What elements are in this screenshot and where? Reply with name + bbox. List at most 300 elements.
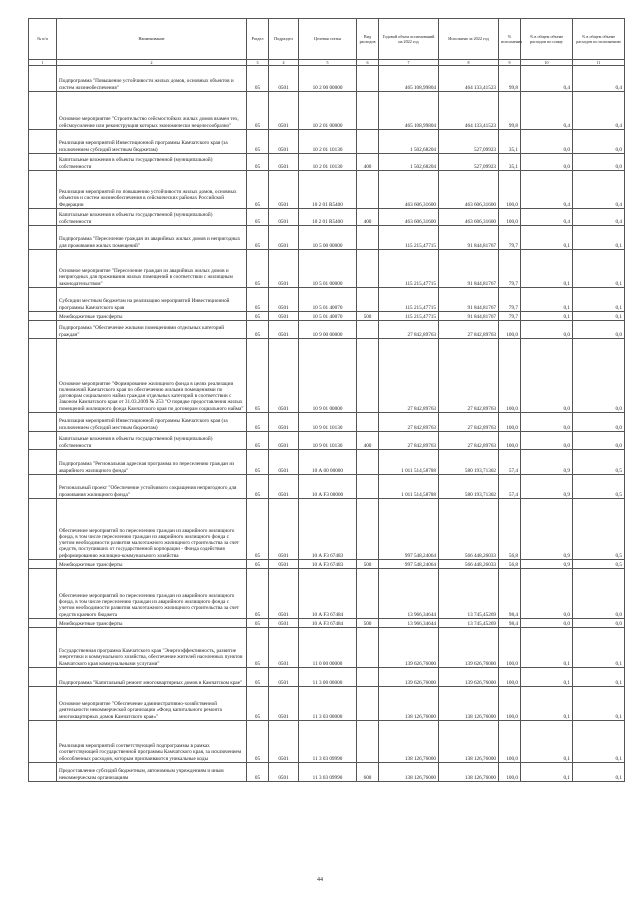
cell-expense-type [357, 171, 379, 209]
cell-percent-executed: 100,0 [499, 413, 521, 432]
cell-podrazdel: 0501 [269, 413, 299, 432]
col-header-number: № п/п [29, 19, 57, 60]
cell-podrazdel: 0501 [269, 668, 299, 687]
cell-number [29, 721, 57, 763]
cell-share-plan: 0,0 [521, 432, 573, 450]
cell-razdel: 05 [247, 250, 269, 288]
cell-number [29, 687, 57, 721]
budget-execution-table [28, 18, 625, 782]
cell-percent-executed: 57,4 [499, 475, 521, 499]
cell-name: Капитальные вложения в объекты государственной (муниципальной) собственности [57, 209, 247, 226]
cell-share-plan: 0,1 [521, 763, 573, 782]
table-row [29, 763, 625, 782]
cell-executed: 138 126,76000 [439, 763, 499, 782]
cell-share-plan: 0,1 [521, 721, 573, 763]
cell-annual-plan: 115 215,47715 [379, 288, 439, 312]
cell-annual-plan: 463 606,31600 [379, 171, 439, 209]
col-header-razdel: Раздел [247, 19, 269, 60]
cell-annual-plan: 115 215,47715 [379, 312, 439, 321]
cell-share-plan: 0,0 [521, 569, 573, 619]
cell-share-executed: 0,4 [573, 92, 625, 130]
cell-podrazdel: 0501 [269, 92, 299, 130]
cell-share-plan: 0,1 [521, 687, 573, 721]
cell-razdel: 05 [247, 668, 269, 687]
cell-name: Реализация мероприятий Инвестиционной программы Камчатского края (за исключением субсидий местным бюджетам) [57, 413, 247, 432]
cell-annual-plan: 27 842,89763 [379, 321, 439, 339]
table-row [29, 339, 625, 413]
cell-executed: 27 842,89763 [439, 339, 499, 413]
cell-podrazdel: 0501 [269, 339, 299, 413]
cell-target-article: 10 А F3 67484 [299, 569, 357, 619]
cell-razdel: 05 [247, 413, 269, 432]
col-number: 5 [299, 60, 357, 66]
table-row [29, 499, 625, 560]
cell-annual-plan: 1 011 514,58708 [379, 475, 439, 499]
cell-annual-plan: 1 011 514,58708 [379, 450, 439, 475]
cell-percent-executed: 79,7 [499, 288, 521, 312]
cell-executed: 464 133,41523 [439, 66, 499, 92]
cell-share-executed: 0,0 [573, 130, 625, 154]
cell-razdel: 05 [247, 450, 269, 475]
cell-podrazdel: 0501 [269, 154, 299, 171]
cell-razdel: 05 [247, 560, 269, 569]
cell-name: Подпрограмма "Обеспечение жилыми помещениями отдельных категорий граждан" [57, 321, 247, 339]
cell-executed: 527,09923 [439, 154, 499, 171]
cell-name: Реализация мероприятий Инвестиционной программы Камчатского края (за исключением субсидий местным бюджетам) [57, 130, 247, 154]
cell-expense-type: 600 [357, 763, 379, 782]
cell-percent-executed: 57,4 [499, 450, 521, 475]
col-number: 4 [269, 60, 299, 66]
cell-podrazdel: 0501 [269, 763, 299, 782]
cell-executed: 27 842,89763 [439, 321, 499, 339]
table-row [29, 668, 625, 687]
cell-share-executed: 0,5 [573, 560, 625, 569]
cell-number [29, 560, 57, 569]
cell-share-executed: 0,4 [573, 66, 625, 92]
cell-annual-plan: 115 215,47715 [379, 250, 439, 288]
cell-number [29, 619, 57, 628]
cell-name: Подпрограмма "Переселение граждан из аварийных жилых домов и непригодных для проживания жилых помещений" [57, 226, 247, 250]
cell-razdel: 05 [247, 499, 269, 560]
cell-share-executed: 0,0 [573, 432, 625, 450]
cell-share-plan: 0,0 [521, 619, 573, 628]
cell-razdel: 05 [247, 763, 269, 782]
table-body [29, 66, 625, 782]
cell-target-article: 10 5 00 00000 [299, 226, 357, 250]
cell-percent-executed: 100,0 [499, 171, 521, 209]
cell-share-executed: 0,0 [573, 619, 625, 628]
cell-target-article: 10 9 00 00000 [299, 321, 357, 339]
cell-expense-type: 400 [357, 432, 379, 450]
cell-executed: 91 844,81767 [439, 250, 499, 288]
cell-share-executed: 0,1 [573, 288, 625, 312]
cell-number [29, 250, 57, 288]
cell-podrazdel: 0501 [269, 321, 299, 339]
cell-executed: 580 193,71302 [439, 475, 499, 499]
cell-number [29, 209, 57, 226]
cell-razdel: 05 [247, 312, 269, 321]
cell-number [29, 288, 57, 312]
cell-name: Реализация мероприятий соответствующей подпрограммы в рамках соответствующей государственной программы Камчатского края, за исключением обособленных расходов, которым присваиваются уникальные коды [57, 721, 247, 763]
cell-percent-executed: 100,0 [499, 763, 521, 782]
table-row [29, 92, 625, 130]
cell-share-plan: 0,4 [521, 209, 573, 226]
cell-name: Подпрограмма "Региональная адресная программа по переселению граждан из аварийного жилищного фонда" [57, 450, 247, 475]
cell-percent-executed: 79,7 [499, 250, 521, 288]
cell-name: Основное мероприятие "Переселение граждан из аварийных жилых домов и непригодных для проживания жилых помещений в соответствии с жилищным законодательством" [57, 250, 247, 288]
cell-podrazdel: 0501 [269, 475, 299, 499]
cell-expense-type [357, 288, 379, 312]
cell-expense-type [357, 250, 379, 288]
cell-podrazdel: 0501 [269, 288, 299, 312]
cell-razdel: 05 [247, 226, 269, 250]
cell-podrazdel: 0501 [269, 687, 299, 721]
cell-razdel: 05 [247, 92, 269, 130]
table-row [29, 475, 625, 499]
col-header-annual-plan: Годовой объем ассигнований на 2022 год [379, 19, 439, 60]
cell-share-executed: 0,4 [573, 171, 625, 209]
cell-annual-plan: 139 626,76000 [379, 628, 439, 668]
cell-name: Обеспечение мероприятий по переселению граждан из аварийного жилищного фонда, в том числе переселению граждан из аварийного жилищного фонда с учетом необходимости развития малоэтажного жилищного строительства за счет средств, поступивших от государственной корпорации - Фонда содействия реформированию жилищно-коммунального хозяйства [57, 499, 247, 560]
cell-podrazdel: 0501 [269, 66, 299, 92]
cell-share-executed: 0,0 [573, 339, 625, 413]
cell-number [29, 413, 57, 432]
cell-number [29, 432, 57, 450]
cell-target-article: 11 3 00 00000 [299, 668, 357, 687]
cell-target-article: 10 2 00 00000 [299, 66, 357, 92]
cell-share-plan: 0,9 [521, 475, 573, 499]
cell-number [29, 130, 57, 154]
cell-share-plan: 0,0 [521, 321, 573, 339]
cell-percent-executed: 100,0 [499, 432, 521, 450]
cell-name: Государственная программа Камчатского края "Энергоэффективность, развитие энергетики и коммунального хозяйства, обеспечение жителей населенных пунктов Камчатского края коммунальными услугами" [57, 628, 247, 668]
cell-podrazdel: 0501 [269, 312, 299, 321]
cell-razdel: 05 [247, 154, 269, 171]
cell-number [29, 226, 57, 250]
table-row [29, 560, 625, 569]
cell-name: Обеспечение мероприятий по переселению граждан из аварийного жилищного фонда, в том числе переселению граждан из аварийного жилищного фонда с учетом необходимости развития малоэтажного жилищного строительства за счет средств краевого бюджета [57, 569, 247, 619]
cell-razdel: 05 [247, 130, 269, 154]
table-row [29, 312, 625, 321]
cell-name: Основное мероприятие "Формирование жилищного фонда в целях реализации полномочий Камчатского края по обеспечению жилыми помещениями по договорам социального найма граждан отдельных категорий в соответствии с Законом Камчатского края от 31.03.2009 № 253 "О порядке предоставления жилых помещений жилищного фонда Камчатского края по договорам социального найма" [57, 339, 247, 413]
cell-annual-plan: 13 966,34644 [379, 569, 439, 619]
cell-expense-type: 400 [357, 209, 379, 226]
cell-target-article: 11 0 00 00000 [299, 628, 357, 668]
cell-percent-executed: 100,0 [499, 321, 521, 339]
cell-number [29, 66, 57, 92]
cell-target-article: 10 5 01 40070 [299, 312, 357, 321]
cell-razdel: 05 [247, 288, 269, 312]
cell-expense-type: 500 [357, 619, 379, 628]
cell-share-executed: 0,1 [573, 312, 625, 321]
cell-share-executed: 0,0 [573, 321, 625, 339]
col-number: 9 [499, 60, 521, 66]
cell-expense-type [357, 628, 379, 668]
cell-share-executed: 0,0 [573, 413, 625, 432]
cell-expense-type [357, 66, 379, 92]
col-number: 3 [247, 60, 269, 66]
cell-number [29, 321, 57, 339]
cell-expense-type [357, 687, 379, 721]
cell-name: Предоставление субсидий бюджетным, автономным учреждениям и иным некоммерческим организациям [57, 763, 247, 782]
cell-target-article: 10 А F3 00000 [299, 475, 357, 499]
cell-share-plan: 0,1 [521, 668, 573, 687]
cell-executed: 27 842,89763 [439, 432, 499, 450]
table-row [29, 226, 625, 250]
table-row [29, 66, 625, 92]
cell-name: Региональный проект "Обеспечение устойчивого сокращения непригодного для проживания жилищного фонда" [57, 475, 247, 499]
table-row [29, 321, 625, 339]
cell-share-plan: 0,0 [521, 154, 573, 171]
cell-annual-plan: 465 108,99804 [379, 92, 439, 130]
cell-razdel: 05 [247, 66, 269, 92]
cell-target-article: 10 9 01 00000 [299, 339, 357, 413]
cell-share-plan: 0,4 [521, 171, 573, 209]
col-header-target-article: Целевая статья [299, 19, 357, 60]
cell-podrazdel: 0501 [269, 560, 299, 569]
table-row [29, 288, 625, 312]
cell-number [29, 339, 57, 413]
cell-expense-type [357, 569, 379, 619]
cell-razdel: 05 [247, 171, 269, 209]
cell-expense-type [357, 499, 379, 560]
cell-name: Подпрограмма "Капитальный ремонт многоквартирных домов в Камчатском крае" [57, 668, 247, 687]
cell-name: Капитальные вложения в объекты государственной (муниципальной) собственности [57, 432, 247, 450]
cell-executed: 13 745,45269 [439, 619, 499, 628]
cell-expense-type [357, 721, 379, 763]
cell-name: Основное мероприятие "Строительство сейсмостойких жилых домов взамен тех, сейсмоусиление или реконструкция которых экономически нецелесообразно" [57, 92, 247, 130]
cell-share-executed: 0,5 [573, 499, 625, 560]
col-header-share-executed: % в общем объеме расходов по исполнению [573, 19, 625, 60]
cell-percent-executed: 100,0 [499, 209, 521, 226]
cell-percent-executed: 56,8 [499, 499, 521, 560]
cell-podrazdel: 0501 [269, 721, 299, 763]
cell-razdel: 05 [247, 475, 269, 499]
cell-executed: 463 606,31600 [439, 171, 499, 209]
cell-executed: 27 842,89763 [439, 413, 499, 432]
cell-name: Основное мероприятие "Обеспечение административно-хозяйственной деятельности некоммерческой организации «Фонд капитального ремонта многоквартирных домов Камчатского края»" [57, 687, 247, 721]
cell-executed: 139 626,76000 [439, 628, 499, 668]
cell-executed: 527,09923 [439, 130, 499, 154]
cell-number [29, 763, 57, 782]
cell-podrazdel: 0501 [269, 450, 299, 475]
cell-podrazdel: 0501 [269, 130, 299, 154]
cell-share-plan: 0,0 [521, 130, 573, 154]
cell-target-article: 10 А F3 67484 [299, 619, 357, 628]
cell-share-executed: 0,5 [573, 475, 625, 499]
table-row [29, 569, 625, 619]
cell-number [29, 499, 57, 560]
cell-annual-plan: 27 842,89763 [379, 413, 439, 432]
cell-annual-plan: 465 108,99804 [379, 66, 439, 92]
cell-number [29, 668, 57, 687]
table-row [29, 130, 625, 154]
cell-podrazdel: 0501 [269, 569, 299, 619]
cell-podrazdel: 0501 [269, 499, 299, 560]
cell-target-article: 10 2 01 00000 [299, 92, 357, 130]
cell-share-executed: 0,0 [573, 154, 625, 171]
cell-percent-executed: 100,0 [499, 721, 521, 763]
cell-share-executed: 0,0 [573, 569, 625, 619]
cell-podrazdel: 0501 [269, 628, 299, 668]
cell-share-plan: 0,1 [521, 628, 573, 668]
cell-podrazdel: 0501 [269, 171, 299, 209]
cell-share-executed: 0,1 [573, 226, 625, 250]
cell-podrazdel: 0501 [269, 226, 299, 250]
cell-executed: 91 844,81767 [439, 288, 499, 312]
col-header-podrazdel: Подраздел [269, 19, 299, 60]
col-number: 1 [29, 60, 57, 66]
cell-executed: 580 193,71302 [439, 450, 499, 475]
table-row [29, 209, 625, 226]
cell-expense-type [357, 475, 379, 499]
table-row [29, 687, 625, 721]
cell-name: Субсидии местным бюджетам на реализацию мероприятий Инвестиционной программы Камчатского края [57, 288, 247, 312]
cell-annual-plan: 997 548,24064 [379, 499, 439, 560]
cell-percent-executed: 99,8 [499, 92, 521, 130]
cell-number [29, 475, 57, 499]
cell-percent-executed: 79,7 [499, 312, 521, 321]
cell-annual-plan: 138 126,76000 [379, 687, 439, 721]
cell-number [29, 628, 57, 668]
cell-target-article: 10 9 01 10130 [299, 413, 357, 432]
cell-percent-executed: 35,1 [499, 154, 521, 171]
cell-razdel: 05 [247, 628, 269, 668]
cell-executed: 566 448,26033 [439, 560, 499, 569]
table-row [29, 413, 625, 432]
cell-name: Капитальные вложения в объекты государственной (муниципальной) собственности [57, 154, 247, 171]
col-number: 6 [357, 60, 379, 66]
cell-razdel: 05 [247, 321, 269, 339]
cell-share-executed: 0,1 [573, 668, 625, 687]
cell-share-plan: 0,9 [521, 499, 573, 560]
cell-percent-executed: 100,0 [499, 687, 521, 721]
cell-percent-executed: 100,0 [499, 339, 521, 413]
cell-share-executed: 0,1 [573, 763, 625, 782]
cell-name: Межбюджетные трансферты [57, 312, 247, 321]
cell-expense-type [357, 92, 379, 130]
cell-percent-executed: 98,4 [499, 569, 521, 619]
col-number: 2 [57, 60, 247, 66]
cell-target-article: 10 А F3 67483 [299, 560, 357, 569]
cell-podrazdel: 0501 [269, 250, 299, 288]
cell-expense-type [357, 321, 379, 339]
table-row [29, 450, 625, 475]
cell-podrazdel: 0501 [269, 209, 299, 226]
cell-expense-type [357, 450, 379, 475]
cell-annual-plan: 1 502,68204 [379, 154, 439, 171]
cell-number [29, 569, 57, 619]
cell-expense-type [357, 339, 379, 413]
cell-annual-plan: 997 548,24064 [379, 560, 439, 569]
cell-executed: 463 606,31600 [439, 209, 499, 226]
cell-share-plan: 0,1 [521, 288, 573, 312]
cell-share-executed: 0,5 [573, 450, 625, 475]
cell-expense-type: 500 [357, 312, 379, 321]
cell-share-executed: 0,1 [573, 628, 625, 668]
table-row [29, 250, 625, 288]
cell-executed: 139 626,76000 [439, 668, 499, 687]
cell-target-article: 10 2 01 R5400 [299, 171, 357, 209]
cell-razdel: 05 [247, 687, 269, 721]
cell-target-article: 10 2 01 10130 [299, 154, 357, 171]
cell-share-plan: 0,1 [521, 226, 573, 250]
cell-percent-executed: 35,1 [499, 130, 521, 154]
cell-executed: 91 844,81767 [439, 312, 499, 321]
table-row [29, 619, 625, 628]
cell-expense-type [357, 668, 379, 687]
table-row [29, 154, 625, 171]
cell-share-executed: 0,1 [573, 250, 625, 288]
table-row [29, 628, 625, 668]
cell-executed: 464 133,41523 [439, 92, 499, 130]
cell-percent-executed: 98,4 [499, 619, 521, 628]
cell-percent-executed: 99,8 [499, 66, 521, 92]
cell-percent-executed: 56,8 [499, 560, 521, 569]
cell-podrazdel: 0501 [269, 619, 299, 628]
cell-share-plan: 0,4 [521, 92, 573, 130]
table-header-row [29, 19, 625, 60]
cell-number [29, 154, 57, 171]
cell-target-article: 10 5 01 00000 [299, 250, 357, 288]
cell-razdel: 05 [247, 569, 269, 619]
cell-name: Реализация мероприятий по повышению устойчивости жилых домов, основных объектов и систем жизнеобеспечения в сейсмических районах Российской Федерации [57, 171, 247, 209]
cell-podrazdel: 0501 [269, 432, 299, 450]
cell-razdel: 05 [247, 619, 269, 628]
cell-number [29, 312, 57, 321]
cell-share-executed: 0,1 [573, 687, 625, 721]
cell-share-plan: 0,0 [521, 339, 573, 413]
cell-target-article: 11 3 03 09990 [299, 763, 357, 782]
cell-share-plan: 0,9 [521, 450, 573, 475]
cell-expense-type: 400 [357, 154, 379, 171]
cell-executed: 138 126,76000 [439, 721, 499, 763]
col-number: 8 [439, 60, 499, 66]
cell-share-plan: 0,1 [521, 250, 573, 288]
cell-annual-plan: 27 842,89763 [379, 432, 439, 450]
cell-razdel: 05 [247, 432, 269, 450]
cell-annual-plan: 463 606,31600 [379, 209, 439, 226]
cell-annual-plan: 138 126,76000 [379, 721, 439, 763]
cell-target-article: 10 9 01 10130 [299, 432, 357, 450]
col-header-name: Наименование [57, 19, 247, 60]
cell-executed: 138 126,76000 [439, 687, 499, 721]
cell-expense-type [357, 413, 379, 432]
cell-executed: 13 745,45269 [439, 569, 499, 619]
cell-percent-executed: 79,7 [499, 226, 521, 250]
cell-share-plan: 0,0 [521, 413, 573, 432]
cell-name: Межбюджетные трансферты [57, 619, 247, 628]
cell-annual-plan: 1 502,68204 [379, 130, 439, 154]
cell-razdel: 05 [247, 721, 269, 763]
cell-target-article: 10 5 01 40070 [299, 288, 357, 312]
cell-target-article: 10 2 01 R5400 [299, 209, 357, 226]
cell-share-executed: 0,1 [573, 721, 625, 763]
col-header-share-plan: % в общем объеме расходов по плану [521, 19, 573, 60]
page-number: 44 [317, 877, 323, 883]
cell-annual-plan: 138 126,76000 [379, 763, 439, 782]
cell-percent-executed: 100,0 [499, 628, 521, 668]
cell-target-article: 10 А F3 67483 [299, 499, 357, 560]
cell-number [29, 92, 57, 130]
table-row [29, 432, 625, 450]
cell-target-article: 11 3 03 00000 [299, 687, 357, 721]
col-number: 11 [573, 60, 625, 66]
cell-annual-plan: 27 842,89763 [379, 339, 439, 413]
cell-executed: 91 844,81767 [439, 226, 499, 250]
cell-name: Межбюджетные трансферты [57, 560, 247, 569]
cell-name: Подпрограмма "Повышение устойчивости жилых домов, основных объектов и систем жизнеобеспечения" [57, 66, 247, 92]
